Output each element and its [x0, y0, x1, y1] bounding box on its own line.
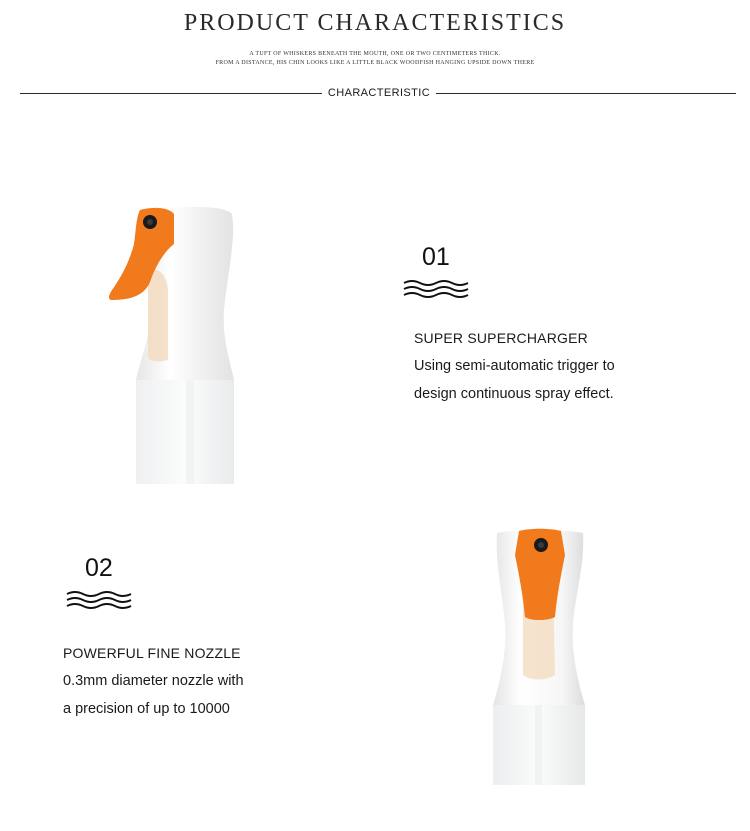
- feature-title-01: SUPER SUPERCHARGER: [414, 330, 588, 346]
- wave-icon: [402, 278, 472, 300]
- section-divider-right: [436, 93, 736, 94]
- section-divider-left: [20, 93, 322, 94]
- feature-desc-01-line-1: Using semi-automatic trigger to: [414, 358, 615, 374]
- subtitle-line-2: FROM A DISTANCE, HIS CHIN LOOKS LIKE A LITTLE BLACK WOODFISH HANGING UPSIDE DOWN THERE: [215, 60, 535, 66]
- page-title: PRODUCT CHARACTERISTICS: [183, 10, 567, 36]
- subtitle-line-1: A TUFT OF WHISKERS BENEATH THE MOUTH, ONE OR TWO CENTIMETERS THICK.: [249, 51, 501, 57]
- section-divider-label: CHARACTERISTIC: [327, 87, 431, 99]
- feature-desc-02-line-1: 0.3mm diameter nozzle with: [63, 673, 244, 689]
- spray-bottle-image-1: [100, 200, 250, 490]
- feature-number-02: 02: [85, 554, 113, 582]
- feature-number-01: 01: [422, 243, 450, 271]
- spray-bottle-image-2: [485, 525, 595, 790]
- feature-desc-02-line-2: a precision of up to 10000: [63, 701, 230, 717]
- feature-desc-01-line-2: design continuous spray effect.: [414, 386, 614, 402]
- wave-icon: [65, 589, 135, 611]
- feature-title-02: POWERFUL FINE NOZZLE: [63, 645, 241, 661]
